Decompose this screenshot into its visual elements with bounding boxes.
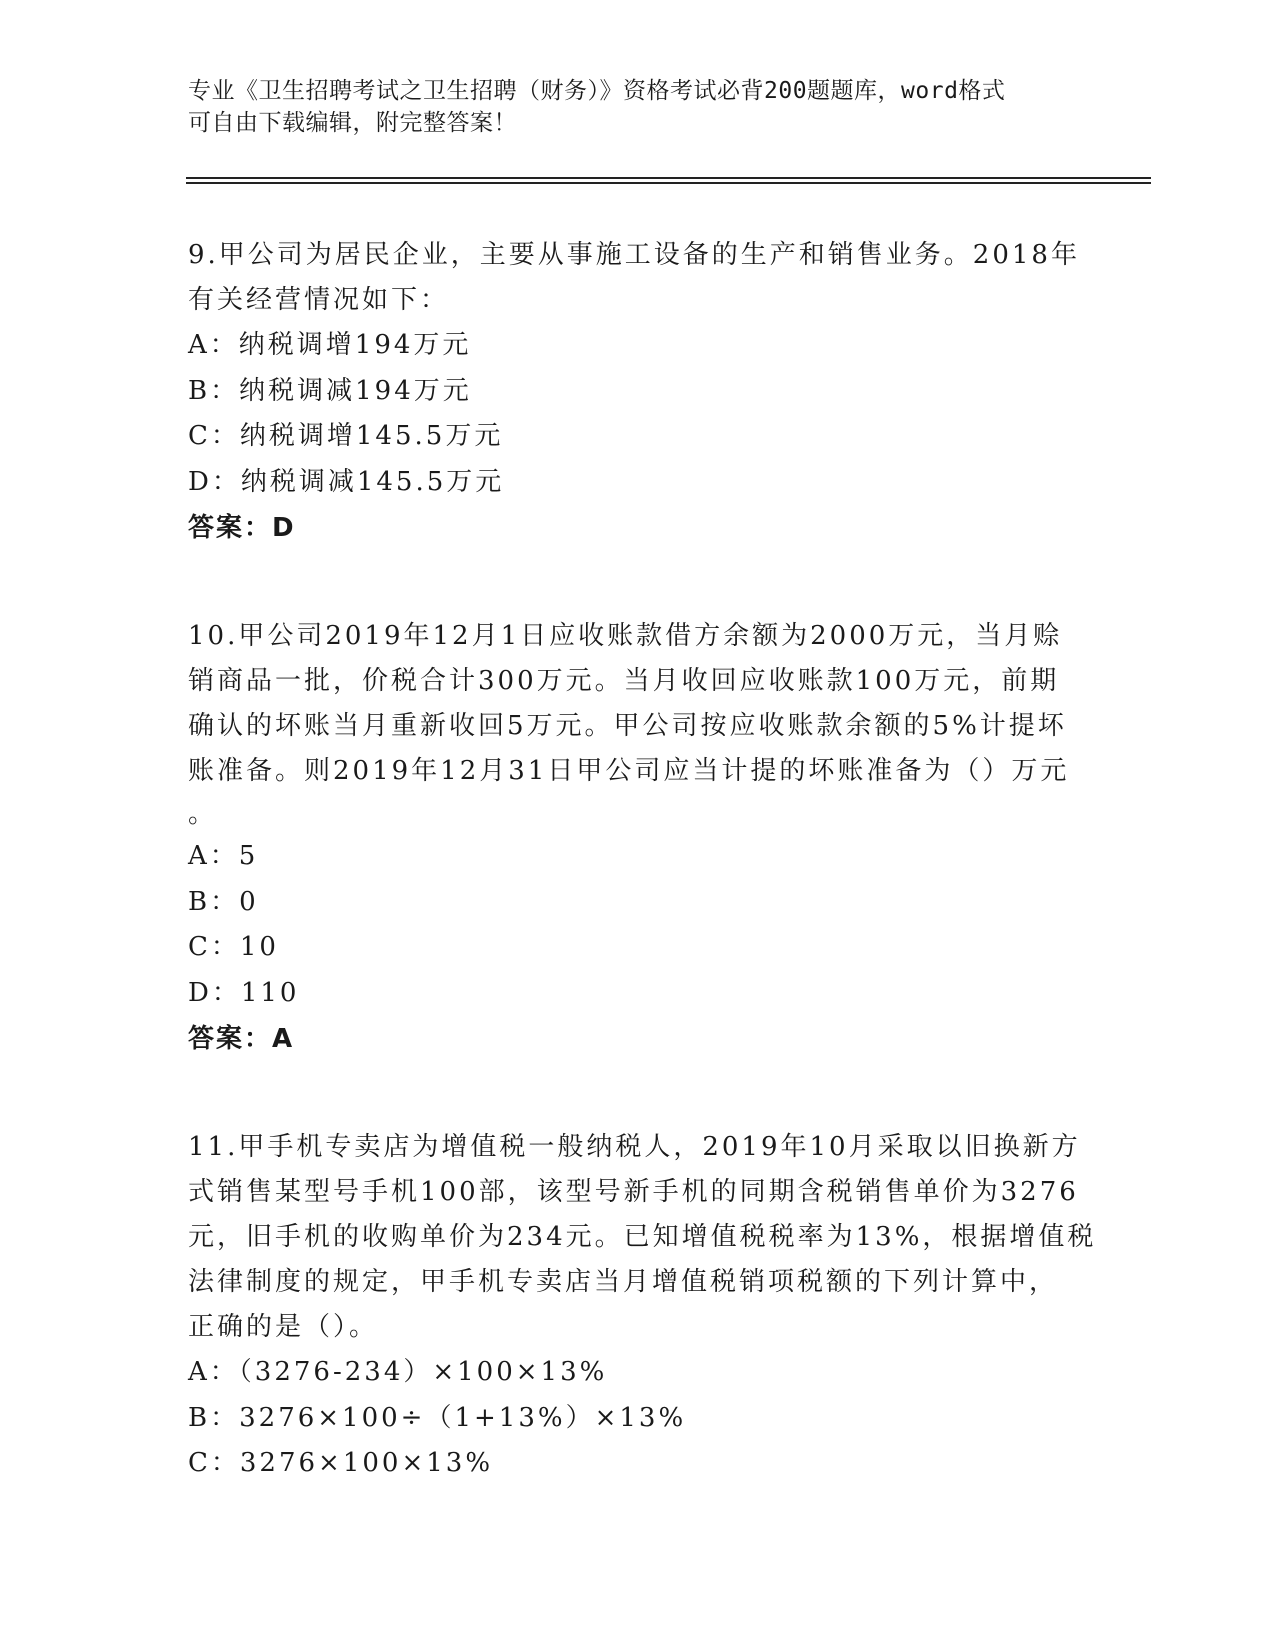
question-text-line: 账准备。则2019年12月31日甲公司应当计提的坏账准备为（）万元 bbox=[188, 756, 1070, 786]
document-header bbox=[188, 75, 1088, 139]
option-d: D：纳税调减145.5万元 bbox=[188, 466, 505, 497]
question-text-line: 11.甲手机专卖店为增值税一般纳税人，2019年10月采取以旧换新方 bbox=[188, 1132, 1081, 1162]
question-block bbox=[188, 614, 1088, 1062]
header-line-1: 专业《卫生招聘考试之卫生招聘（财务）》资格考试必背200题题库，word格式 bbox=[188, 78, 1006, 104]
question-spacer bbox=[188, 1062, 1088, 1125]
question-text-line: 10.甲公司2019年12月1日应收账款借方余额为2000万元，当月赊 bbox=[188, 621, 1063, 651]
option-a: A：（3276-234）×100×13% bbox=[188, 1357, 608, 1387]
question-text-line: 确认的坏账当月重新收回5万元。甲公司按应收账款余额的5%计提坏 bbox=[188, 711, 1067, 741]
option-b: B：纳税调减194万元 bbox=[188, 375, 472, 406]
question-text-line: 有关经营情况如下： bbox=[188, 285, 450, 315]
question-text-line: 正确的是（）。 bbox=[188, 1312, 379, 1342]
question-spacer bbox=[188, 551, 1088, 614]
question-list bbox=[188, 233, 1097, 1487]
option-d: D：110 bbox=[188, 977, 300, 1008]
question-text-line: 式销售某型号手机100部，该型号新手机的同期含税销售单价为3276 bbox=[188, 1177, 1079, 1207]
option-a: A：纳税调增194万元 bbox=[188, 330, 472, 360]
question-text-line: 法律制度的规定，甲手机专卖店当月增值税销项税额的下列计算中， bbox=[188, 1267, 1059, 1297]
question-text-line: 。 bbox=[188, 799, 218, 829]
header-divider-top bbox=[186, 177, 1151, 179]
option-a: A：5 bbox=[188, 841, 259, 871]
question-text-line: 元，旧手机的收购单价为234元。已知增值税税率为13%，根据增值税 bbox=[188, 1222, 1097, 1252]
answer-line: 答案：A bbox=[188, 1024, 295, 1054]
option-b: B：3276×100÷（1+13%）×13% bbox=[188, 1402, 687, 1433]
option-b: B：0 bbox=[188, 886, 259, 917]
question-block bbox=[188, 233, 1088, 551]
question-text-line: 9.甲公司为居民企业，主要从事施工设备的生产和销售业务。2018年 bbox=[188, 240, 1080, 270]
question-text-line: 销商品一批，价税合计300万元。当月收回应收账款100万元，前期 bbox=[188, 666, 1060, 696]
option-c: C：纳税调增145.5万元 bbox=[188, 421, 504, 451]
option-c: C：10 bbox=[188, 932, 279, 962]
question-block bbox=[188, 1125, 1097, 1487]
header-line-2: 可自由下载编辑，附完整答案！ bbox=[188, 110, 517, 136]
answer-line: 答案：D bbox=[188, 513, 296, 543]
option-c: C：3276×100×13% bbox=[188, 1448, 494, 1478]
header-divider-bottom bbox=[186, 182, 1151, 184]
